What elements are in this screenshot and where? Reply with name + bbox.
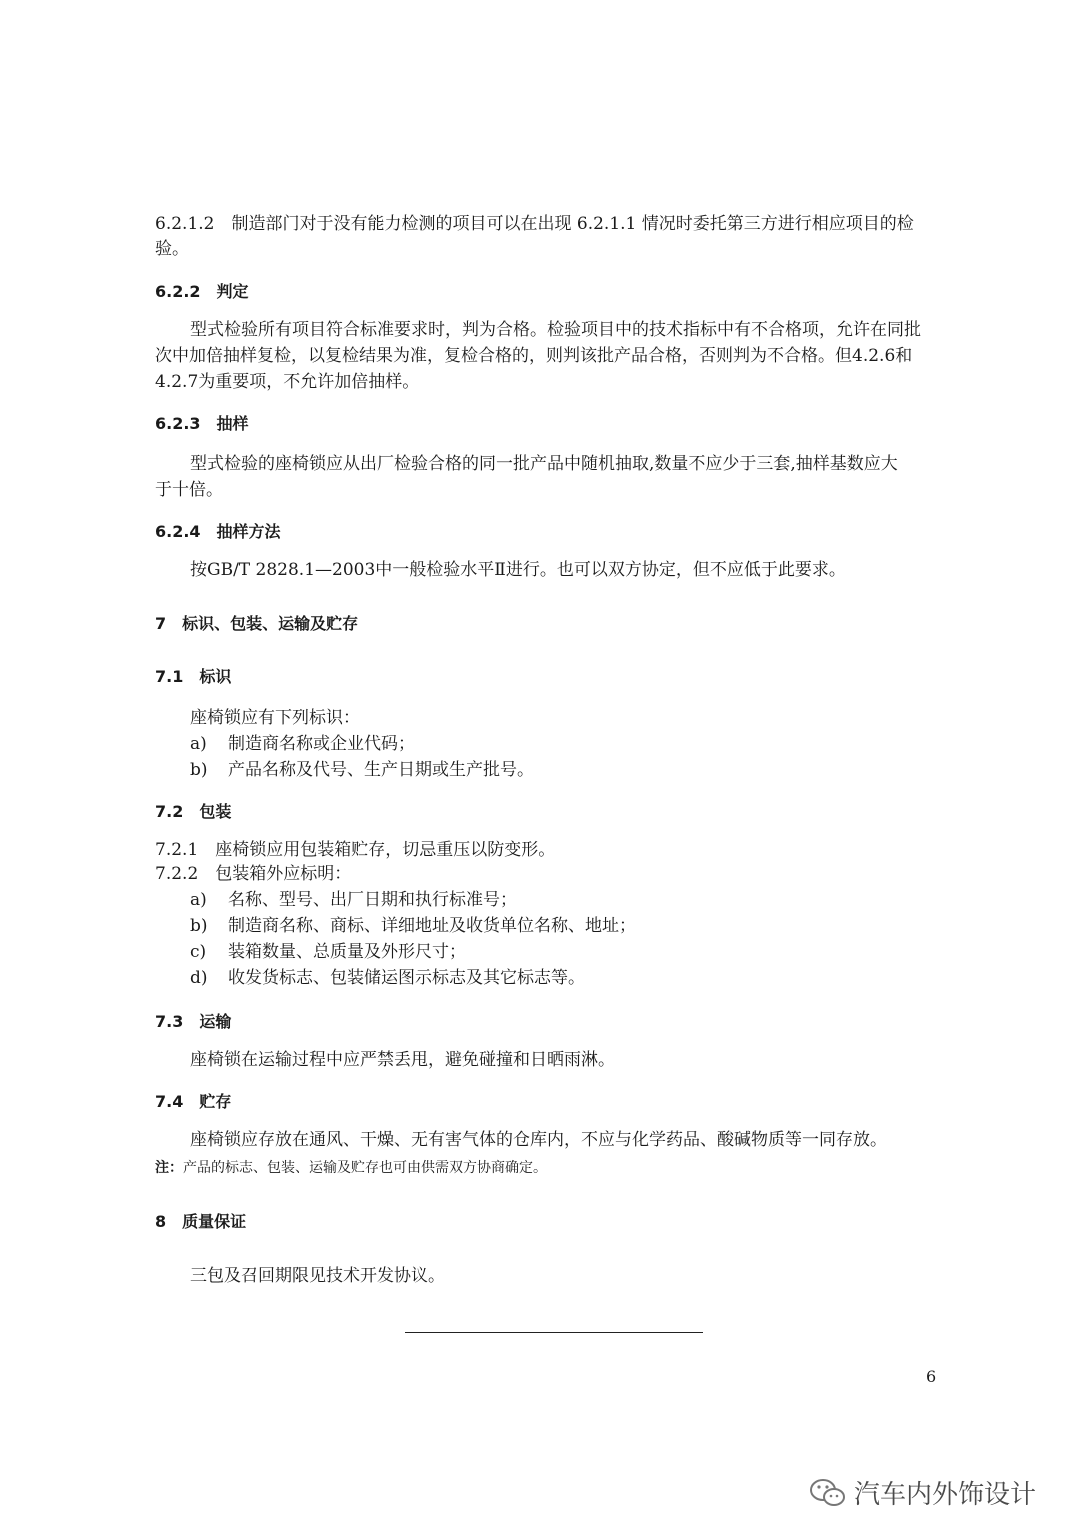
paragraph-line: 验。 (155, 239, 189, 259)
list-item (190, 758, 534, 782)
paragraph-line: 型式检验所有项目符合标准要求时，判为合格。检验项目中的技术指标中有不合格项，允许在同批 (190, 320, 921, 340)
paragraph-line: 型式检验的座椅锁应从出厂检验合格的同一批产品中随机抽取,数量不应少于三套,抽样基数应大 (190, 454, 898, 474)
paragraph-line: 座椅锁应有下列标识： (190, 708, 360, 728)
note (155, 1156, 547, 1180)
list-item (190, 914, 636, 938)
paragraph-line: 6.2.1.2 制造部门对于没有能力检测的项目可以在出现 6.2.1.1 情况时委托第三方进行相应项目的检 (155, 214, 914, 234)
paragraph-line: 按GB/T 2828.1—2003中一般检验水平Ⅱ进行。也可以双方协定，但不应低于此要求。 (190, 560, 846, 580)
paragraph-line: 三包及召回期限见技术开发协议。 (190, 1266, 445, 1286)
list-item (190, 966, 585, 990)
list-item-label: a) (190, 890, 207, 910)
section-heading: 6.2.3 抽样 (155, 414, 249, 433)
list-item-text: 收发货标志、包装储运图示标志及其它标志等。 (228, 968, 585, 988)
note-text: 产品的标志、包装、运输及贮存也可由供需双方协商确定。 (183, 1160, 547, 1176)
paragraph-line: 次中加倍抽样复检，以复检结果为准，复检合格的，则判该批产品合格，否则判为不合格。但4.2.6和 (155, 346, 913, 366)
list-item-text: 制造商名称、商标、详细地址及收货单位名称、地址； (228, 916, 636, 936)
section-heading: 7.1 标识 (155, 667, 232, 686)
paragraph-line: 于十倍。 (155, 480, 223, 500)
list-item-label: d) (190, 968, 208, 988)
section-heading: 6.2.2 判定 (155, 282, 249, 301)
section-heading: 6.2.4 抽样方法 (155, 522, 281, 541)
list-item (190, 888, 517, 912)
wechat-icon (808, 1476, 848, 1510)
list-item-text: 制造商名称或企业代码； (228, 734, 415, 754)
list-item-text: 产品名称及代号、生产日期或生产批号。 (228, 760, 534, 780)
watermark-text: 汽车内外饰设计 (854, 1480, 1037, 1510)
end-rule (405, 1332, 703, 1333)
list-item (190, 940, 466, 964)
page-number: 6 (926, 1367, 937, 1386)
watermark (808, 1474, 1036, 1511)
paragraph-line: 座椅锁应存放在通风、干燥、无有害气体的仓库内，不应与化学药品、酸碱物质等一同存放。 (190, 1130, 887, 1150)
list-item (190, 732, 415, 756)
list-item-label: c) (190, 942, 207, 962)
section-heading: 7.3 运输 (155, 1012, 232, 1031)
section-heading: 8 质量保证 (155, 1212, 247, 1231)
list-item-text: 名称、型号、出厂日期和执行标准号； (228, 890, 517, 910)
list-item-label: b) (190, 916, 208, 936)
paragraph-line: 座椅锁在运输过程中应严禁丢甩，避免碰撞和日晒雨淋。 (190, 1050, 615, 1070)
list-item-label: a) (190, 734, 207, 754)
list-item-text: 装箱数量、总质量及外形尺寸； (228, 942, 466, 962)
paragraph-line: 7.2.2 包装箱外应标明： (155, 864, 352, 884)
list-item-label: b) (190, 760, 208, 780)
section-heading: 7.2 包装 (155, 802, 232, 821)
section-heading: 7 标识、包装、运输及贮存 (155, 614, 359, 633)
paragraph-line: 4.2.7为重要项，不允许加倍抽样。 (155, 372, 420, 392)
section-heading: 7.4 贮存 (155, 1092, 232, 1111)
paragraph-line: 7.2.1 座椅锁应用包装箱贮存，切忌重压以防变形。 (155, 840, 556, 860)
note-label: 注： (155, 1160, 183, 1176)
